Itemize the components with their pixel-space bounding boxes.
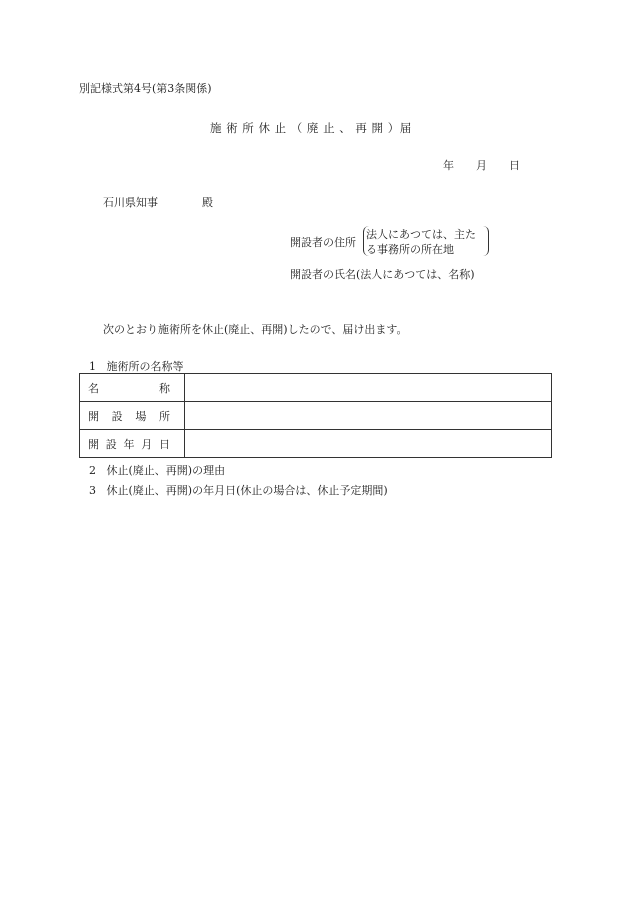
label-char: 開 <box>88 437 99 451</box>
address-note-line1: 法人にあつては、主た <box>366 228 476 241</box>
table-row <box>80 430 552 458</box>
label-char: 設 <box>105 437 117 451</box>
table-row <box>80 374 552 402</box>
applicant-name-label: 開設者の氏名(法人にあつては、名称) <box>290 268 475 281</box>
addressee-honorific: 殿 <box>202 196 213 209</box>
section-1-heading <box>89 358 184 374</box>
date-line <box>443 157 520 173</box>
section-2-number: 2 <box>89 464 96 477</box>
address-note-bracket <box>363 226 489 256</box>
statement: 次のとおり施術所を休止(廃止、再開)したので、届け出ます。 <box>103 323 408 336</box>
label-char: 開 <box>88 409 99 423</box>
addressee-name: 石川県知事 <box>103 196 158 209</box>
label-char: 称 <box>159 381 170 395</box>
label-char: 所 <box>158 409 170 423</box>
section-2-heading <box>89 462 225 478</box>
label-char: 場 <box>135 409 147 423</box>
label-char: 名 <box>88 381 99 395</box>
row-label-name <box>80 374 185 402</box>
address-note-line2: る事務所の所在地 <box>366 243 454 256</box>
form-number: 別記様式第4号(第3条関係) <box>79 82 212 95</box>
section-2-title: 休止(廃止、再開)の理由 <box>106 464 226 477</box>
section-3-number: 3 <box>89 484 96 497</box>
row-value-date[interactable] <box>185 430 552 458</box>
row-label-date <box>80 430 185 458</box>
section-1-title: 施術所の名称等 <box>106 360 184 373</box>
row-label-location <box>80 402 185 430</box>
facility-info-table <box>79 373 552 458</box>
label-char: 設 <box>111 409 123 423</box>
row-value-name[interactable] <box>185 374 552 402</box>
section-1-number: 1 <box>89 360 96 373</box>
row-value-location[interactable] <box>185 402 552 430</box>
document-title: 施 術 所 休 止 （ 廃 止 、 再 開 ）届 <box>210 121 412 135</box>
date-day: 日 <box>509 159 520 172</box>
date-month: 月 <box>476 159 487 172</box>
address-label: 開設者の住所 <box>290 236 356 249</box>
label-char: 月 <box>141 437 153 451</box>
section-3-heading <box>89 482 388 498</box>
addressee <box>103 194 213 210</box>
date-year: 年 <box>443 159 454 172</box>
table-row <box>80 402 552 430</box>
label-char: 年 <box>123 437 135 451</box>
label-char: 日 <box>159 437 170 451</box>
section-3-title: 休止(廃止、再開)の年月日(休止の場合は、休止予定期間) <box>106 484 388 497</box>
